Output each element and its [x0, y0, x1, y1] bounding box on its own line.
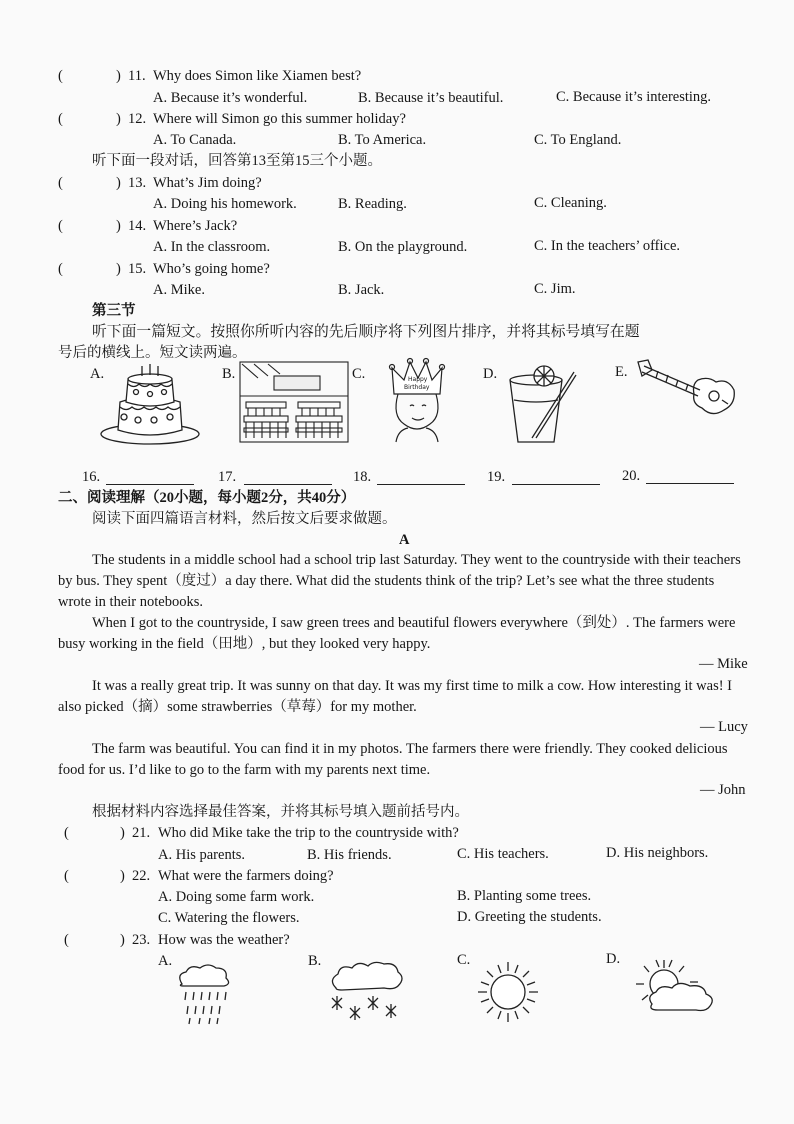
- option-c: C. Watering the flowers.: [158, 910, 300, 926]
- answer-paren-open: (: [64, 825, 69, 841]
- question-number: 22.: [132, 868, 151, 884]
- question-number: 15.: [128, 261, 147, 277]
- question-stem: Who did Mike take the trip to the countryside with?: [158, 825, 459, 841]
- blank-16-line[interactable]: [106, 470, 194, 485]
- hat-text-happy: Happy: [408, 376, 428, 383]
- option-c: C. To England.: [534, 132, 622, 148]
- blank-17-label: 17.: [218, 469, 237, 485]
- passage-label: A: [399, 532, 410, 548]
- option-b: B. Jack.: [338, 282, 385, 298]
- blank-20-label: 20.: [622, 468, 641, 484]
- question-number: 12.: [128, 111, 147, 127]
- option-b: B. Because it’s beautiful.: [358, 90, 504, 106]
- answer-paren-close: ): [120, 825, 125, 841]
- question-stem: Where will Simon go this summer holiday?: [153, 111, 406, 127]
- passage-paragraph-lucy: It was a really great trip. It was sunny on that day. It was my first time to milk a cow. How interesting it was! I also picked（摘）some strawberries（草莓）for my mother.: [58, 678, 732, 715]
- answer-paren-close: ): [120, 932, 125, 948]
- reading-question-instruction: 根据材料内容选择最佳答案，并将其标号填入题前括号内。: [92, 804, 469, 820]
- sun-cloud-icon: [628, 958, 718, 1018]
- option-d: D.: [606, 951, 621, 967]
- question-stem: What’s Jim doing?: [153, 175, 262, 191]
- instruction-13-15: 听下面一段对话，回答第13至第15三个小题。: [92, 153, 382, 169]
- answer-paren-open: (: [58, 68, 63, 84]
- blank-18-label: 18.: [353, 469, 372, 485]
- option-b: B. On the playground.: [338, 239, 468, 255]
- guitar-icon: [638, 358, 738, 420]
- answer-paren-open: (: [64, 868, 69, 884]
- section-3-instruction-line1: 听下面一篇短文。按照你所听内容的先后顺序将下列图片排序，并将其标号填写在题: [92, 324, 640, 340]
- rain-cloud-icon: [176, 962, 232, 1026]
- signature-john: — John: [700, 782, 746, 798]
- blank-19-line[interactable]: [512, 470, 600, 485]
- option-d: D. His neighbors.: [606, 845, 709, 861]
- answer-paren-open: (: [64, 932, 69, 948]
- picture-label-e: E.: [615, 364, 628, 380]
- answer-paren-open: (: [58, 111, 63, 127]
- question-number: 21.: [132, 825, 151, 841]
- option-a: A.: [158, 953, 173, 969]
- option-c: C. In the teachers’ office.: [534, 238, 681, 254]
- question-stem: What were the farmers doing?: [158, 868, 334, 884]
- reading-instruction: 阅读下面四篇语言材料，然后按文后要求做题。: [92, 511, 397, 527]
- section-3-heading: 第三节: [92, 303, 136, 319]
- passage-paragraph-1: The students in a middle school had a school trip last Saturday. They went to the countryside with their teachers by bus. They spent（度过）a day there. What did the students think of the trip? Let’s see what the three students wrote in their notebooks.: [58, 552, 741, 610]
- option-a: A. Doing some farm work.: [158, 889, 315, 905]
- juice-glass-icon: [506, 364, 578, 444]
- answer-paren-close: ): [116, 261, 121, 277]
- option-b: B.: [308, 953, 322, 969]
- birthday-cake-icon: [98, 362, 202, 448]
- answer-paren-close: ): [116, 111, 121, 127]
- option-c: C.: [457, 952, 471, 968]
- option-a: A. Doing his homework.: [153, 196, 297, 212]
- question-stem: Who’s going home?: [153, 261, 270, 277]
- blank-18-line[interactable]: [377, 470, 465, 485]
- blank-16-label: 16.: [82, 469, 101, 485]
- answer-paren-close: ): [116, 175, 121, 191]
- question-stem: Where’s Jack?: [153, 218, 238, 234]
- option-b: B. Reading.: [338, 196, 407, 212]
- answer-paren-close: ): [120, 868, 125, 884]
- answer-paren-open: (: [58, 261, 63, 277]
- reading-heading: 二、阅读理解（20小题，每小题2分，共40分）: [58, 490, 356, 506]
- snow-cloud-icon: [328, 960, 406, 1022]
- passage-paragraph-john: The farm was beautiful. You can find it in my photos. The farmers there were friendly. They cooked delicious food for us. I’d like to go to the farm with my parents next time.: [58, 741, 728, 778]
- picture-label-c: C.: [352, 366, 366, 382]
- question-stem: How was the weather?: [158, 932, 290, 948]
- answer-paren-close: ): [116, 68, 121, 84]
- passage-paragraph-mike: When I got to the countryside, I saw green trees and beautiful flowers everywhere（到处）. The farmers were busy working in the field（田地）, but they looked very happy.: [58, 615, 736, 652]
- option-b: B. Planting some trees.: [457, 888, 592, 904]
- classroom-icon: [238, 360, 350, 444]
- section-3-instruction-line2: 号后的横线上。短文读两遍。: [58, 345, 247, 361]
- sun-icon: [476, 960, 540, 1024]
- signature-mike: — Mike: [699, 656, 748, 672]
- option-a: A. In the classroom.: [153, 239, 271, 255]
- option-b: B. To America.: [338, 132, 427, 148]
- option-a: A. His parents.: [158, 847, 245, 863]
- question-number: 23.: [132, 932, 151, 948]
- picture-label-b: B.: [222, 366, 236, 382]
- option-d: D. Greeting the students.: [457, 909, 602, 925]
- question-number: 11.: [128, 68, 146, 84]
- option-c: C. His teachers.: [457, 846, 549, 862]
- question-stem: Why does Simon like Xiamen best?: [153, 68, 362, 84]
- question-number: 13.: [128, 175, 147, 191]
- option-a: A. Because it’s wonderful.: [153, 90, 308, 106]
- option-c: C. Because it’s interesting.: [556, 89, 712, 105]
- option-b: B. His friends.: [307, 847, 392, 863]
- option-a: A. Mike.: [153, 282, 205, 298]
- option-c: C. Jim.: [534, 281, 576, 297]
- blank-19-label: 19.: [487, 469, 506, 485]
- signature-lucy: — Lucy: [700, 719, 748, 735]
- answer-paren-close: ): [116, 218, 121, 234]
- blank-20-line[interactable]: [646, 469, 734, 484]
- picture-label-d: D.: [483, 366, 498, 382]
- option-c: C. Cleaning.: [534, 195, 607, 211]
- question-number: 14.: [128, 218, 147, 234]
- option-a: A. To Canada.: [153, 132, 237, 148]
- picture-label-a: A.: [90, 366, 105, 382]
- answer-paren-open: (: [58, 218, 63, 234]
- blank-17-line[interactable]: [244, 470, 332, 485]
- answer-paren-open: (: [58, 175, 63, 191]
- hat-text-birthday: Birthday: [404, 384, 430, 391]
- birthday-kid-icon: [388, 358, 446, 442]
